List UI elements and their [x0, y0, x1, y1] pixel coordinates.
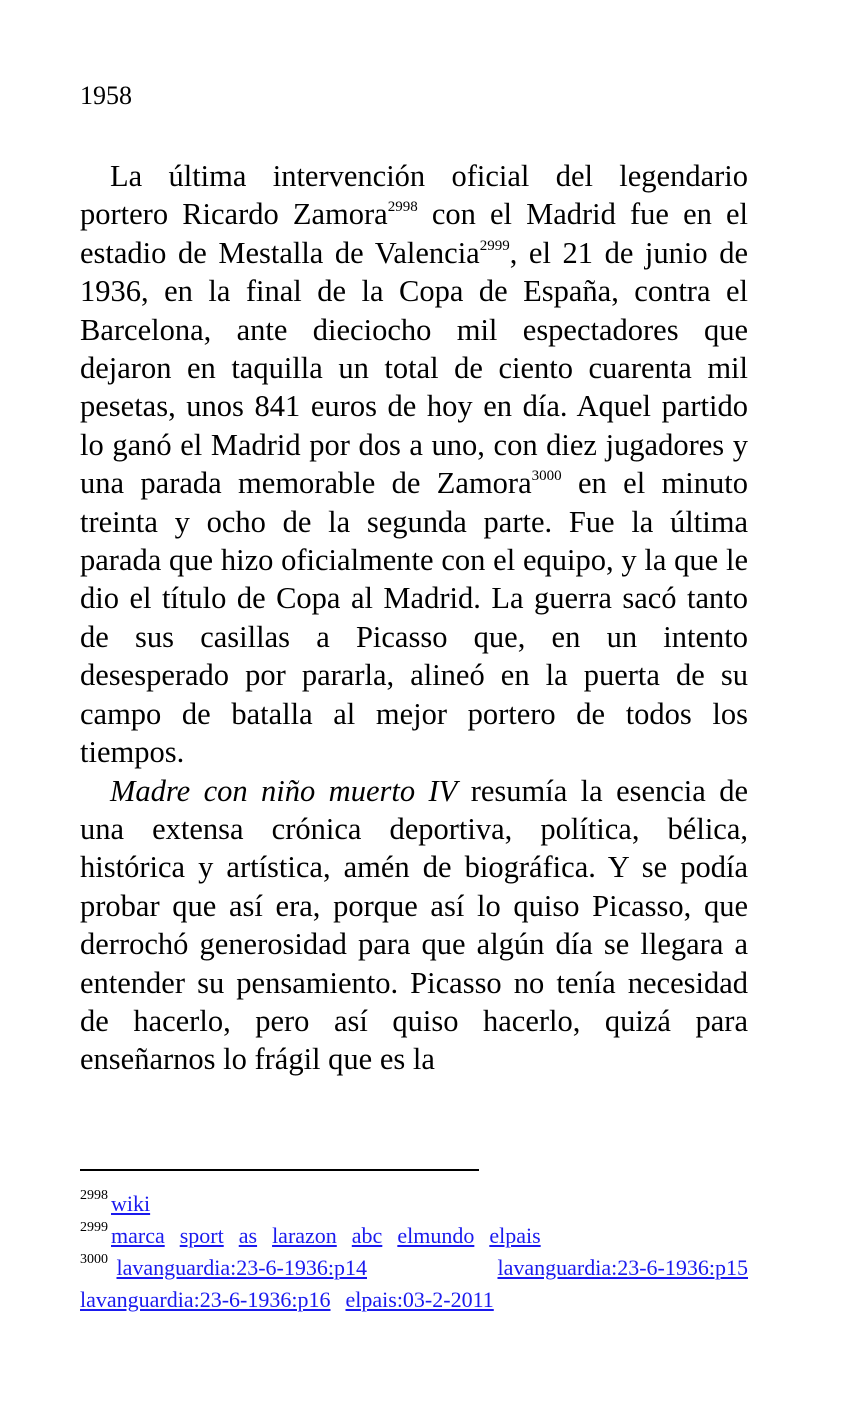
- footnote-number: 3000: [80, 1252, 108, 1267]
- paragraph-1-text-3: , el 21 de junio de 1936, en la final de la Copa de España, contra el Barcelona, ante dieciocho mil espectadores que dejaron en taquilla un total de ciento cuarenta mil pesetas, unos 841 euros de hoy en día. Aquel partido lo ganó el Madrid por dos a uno, con diez jugadores y una parada memorable de Zamora: [80, 235, 748, 501]
- footnote-link[interactable]: lavanguardia:23-6-1936:p16: [80, 1287, 331, 1312]
- footnote-line: [80, 1252, 748, 1284]
- footnote-link[interactable]: abc: [351, 1223, 383, 1248]
- footnote-link[interactable]: elmundo: [397, 1223, 475, 1248]
- paragraph-2-text: resumía la esencia de una extensa crónica deportiva, política, bélica, histórica y artística, amén de biográfica. Y se podía probar que así era, porque así lo quiso Picasso, que derrochó generosidad para que algún día se llegara a entender su pensamiento. Picasso no tenía necesidad de hacerlo, pero así quiso hacerlo, quizá para enseñarnos lo frágil que es la: [80, 773, 749, 1077]
- footnote-link[interactable]: lavanguardia:23-6-1936:p15: [497, 1255, 748, 1280]
- paragraph-2: [80, 772, 748, 1079]
- footnote-2998: [80, 1188, 748, 1220]
- paragraph-1-text-2: con el Madrid fue en el estadio de Mestalla de Valencia: [80, 197, 748, 270]
- artwork-title: Madre con niño muerto IV: [110, 773, 458, 808]
- footnote-line: [80, 1284, 748, 1316]
- footnote-link[interactable]: lavanguardia:23-6-1936:p14: [116, 1255, 367, 1280]
- page-number: 1958: [80, 81, 132, 110]
- paragraph-1: [80, 157, 748, 772]
- body-text: [80, 157, 748, 1079]
- footnote-lead: [80, 1252, 367, 1284]
- footnote-reference-2998[interactable]: 2998: [387, 199, 418, 216]
- footnote-link[interactable]: marca: [111, 1223, 165, 1248]
- paragraph-1-text-4: en el minuto treinta y ocho de la segunda parte. Fue la última parada que hizo oficialmente con el equipo, y la que le dio el título de Copa al Madrid. La guerra sacó tanto de sus casillas a Picasso que, en un intento desesperado por pararla, alineó en la puerta de su campo de batalla al mejor portero de todos los tiempos.: [80, 466, 748, 770]
- footnote-reference-2999[interactable]: 2999: [479, 237, 510, 254]
- footnotes: [80, 1188, 748, 1316]
- footnote-link[interactable]: elpais: [489, 1223, 541, 1248]
- footnote-divider: [80, 1169, 479, 1171]
- footnote-link[interactable]: larazon: [272, 1223, 337, 1248]
- footnote-link[interactable]: as: [238, 1223, 258, 1248]
- footnote-2999: [80, 1220, 748, 1252]
- footnote-3000: [80, 1252, 748, 1316]
- paragraph-1-text-1: La última intervención oficial del legendario portero Ricardo Zamora: [80, 159, 748, 232]
- footnote-reference-3000[interactable]: 3000: [531, 468, 562, 485]
- footnote-link[interactable]: elpais:03-2-2011: [345, 1287, 494, 1312]
- footnote-link[interactable]: wiki: [111, 1191, 151, 1216]
- footnote-number: 2999: [80, 1220, 108, 1235]
- footnote-link[interactable]: sport: [179, 1223, 224, 1248]
- footnote-number: 2998: [80, 1188, 108, 1203]
